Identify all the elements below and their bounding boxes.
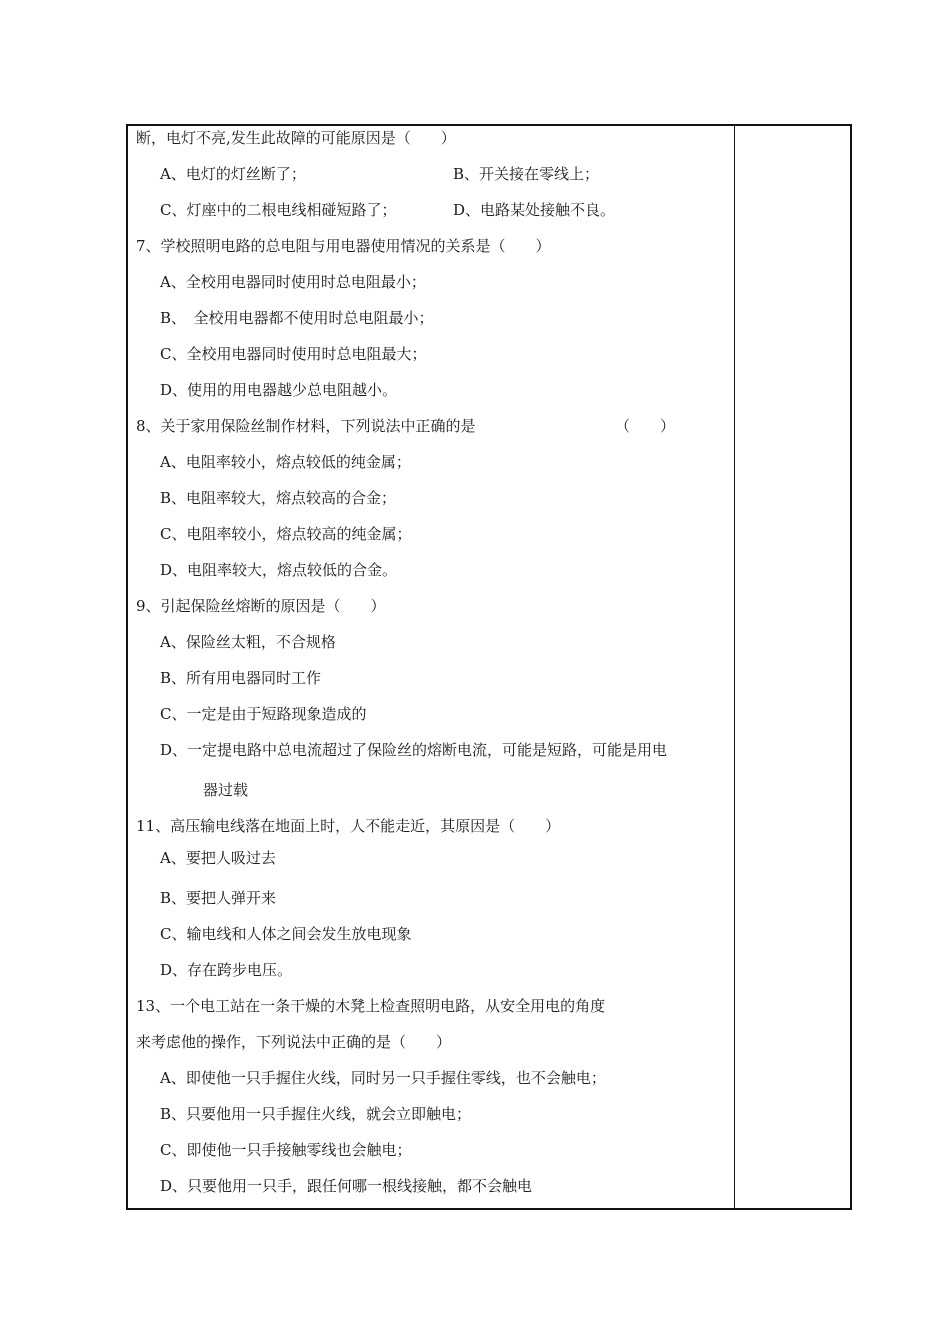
question-13-continuation: 来考虑他的操作，下列说法中正确的是（ ） (136, 1033, 452, 1051)
q13-option-b: B、只要他用一只手握住火线，就会立即触电； (160, 1105, 472, 1123)
q6-option-b: B、开关接在零线上； (453, 165, 600, 183)
q11-option-a: A、要把人吸过去 (160, 849, 276, 867)
column-divider (734, 124, 735, 1210)
q7-option-a: A、全校用电器同时使用时总电阻最小； (160, 273, 426, 291)
question-11: 11、高压输电线落在地面上时，人不能走近，其原因是（ ） (136, 817, 561, 835)
q6-option-a: A、电灯的灯丝断了； (160, 165, 306, 183)
q8-option-b: B、电阻率较大，熔点较高的合金； (160, 489, 397, 507)
q6-option-c: C、灯座中的二根电线相碰短路了； (160, 201, 397, 219)
q13-option-d: D、只要他用一只手，跟任何哪一根线接触，都不会触电 (160, 1177, 533, 1195)
question-6-continuation: 断，电灯不亮,发生此故障的可能原因是（ ） (136, 129, 456, 147)
q13-option-a: A、即使他一只手握住火线，同时另一只手握住零线，也不会触电； (160, 1069, 606, 1087)
q7-option-b: B、 全校用电器都不使用时总电阻最小； (160, 309, 434, 327)
question-7: 7、学校照明电路的总电阻与用电器使用情况的关系是（ ） (136, 237, 551, 255)
q9-option-a: A、保险丝太粗，不合规格 (160, 633, 336, 651)
q11-option-d: D、存在跨步电压。 (160, 961, 293, 979)
q11-option-b: B、要把人弹开来 (160, 889, 277, 907)
q11-option-c: C、输电线和人体之间会发生放电现象 (160, 925, 412, 943)
q6-option-d: D、电路某处接触不良。 (453, 201, 616, 219)
q13-option-c: C、即使他一只手接触零线也会触电； (160, 1141, 412, 1159)
q9-option-b: B、所有用电器同时工作 (160, 669, 322, 687)
q9-option-d-continuation: 器过载 (203, 781, 249, 799)
q7-option-d: D、使用的用电器越少总电阻越小。 (160, 381, 398, 399)
q8-option-a: A、电阻率较小，熔点较低的纯金属； (160, 453, 411, 471)
q9-option-c: C、一定是由于短路现象造成的 (160, 705, 367, 723)
question-8: 8、关于家用保险丝制作材料，下列说法中正确的是 (136, 417, 476, 435)
q8-option-c: C、电阻率较小，熔点较高的纯金属； (160, 525, 412, 543)
question-13: 13、一个电工站在一条干燥的木凳上检查照明电路，从安全用电的角度 (136, 997, 606, 1015)
q9-option-d: D、一定提电路中总电流超过了保险丝的熔断电流，可能是短路，可能是用电 (160, 741, 668, 759)
q7-option-c: C、全校用电器同时使用时总电阻最大； (160, 345, 427, 363)
q8-option-d: D、电阻率较大，熔点较低的合金。 (160, 561, 398, 579)
question-9: 9、引起保险丝熔断的原因是（ ） (136, 597, 386, 615)
q8-answer-paren: （ ） (615, 417, 676, 435)
